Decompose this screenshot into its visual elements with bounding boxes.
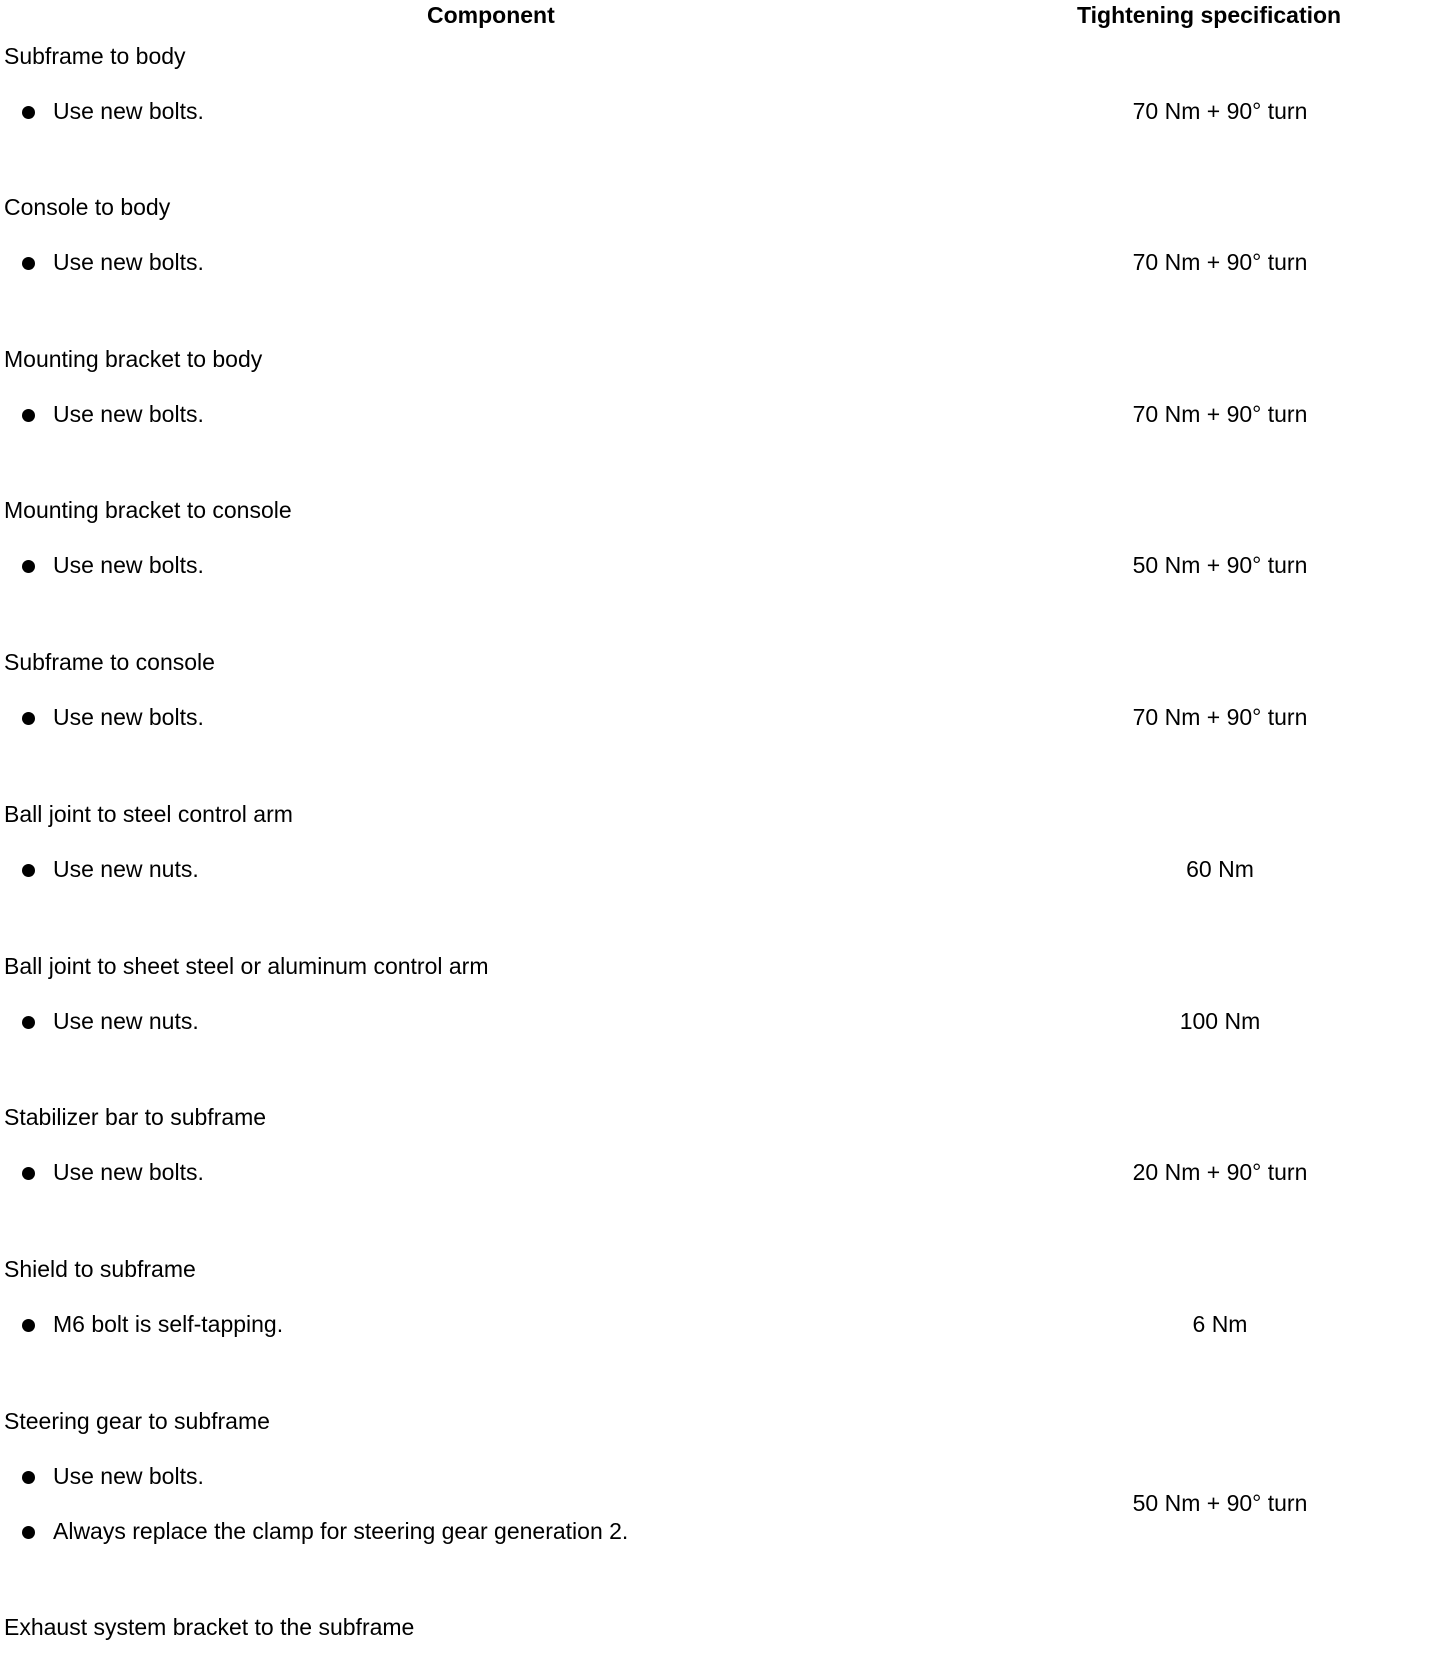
torque-value: 70 Nm + 90° turn [1132, 704, 1308, 730]
component-title: Shield to subframe [4, 1256, 196, 1282]
torque-value: 70 Nm + 90° turn [1132, 401, 1308, 427]
component-title: Subframe to body [4, 43, 186, 69]
column-header-component: Component [427, 2, 555, 28]
note-text: M6 bolt is self-tapping. [53, 1311, 284, 1337]
bullet-icon [22, 1471, 35, 1484]
bullet-icon [22, 257, 35, 270]
note-text: Use new bolts. [53, 249, 204, 275]
note-text: Use new bolts. [53, 552, 204, 578]
component-title: Mounting bracket to console [4, 497, 292, 523]
bullet-icon [22, 712, 35, 725]
bullet-icon [22, 1167, 35, 1180]
component-title: Subframe to console [4, 649, 215, 675]
bullet-icon [22, 106, 35, 119]
note-text: Use new bolts. [53, 1159, 204, 1185]
torque-value: 70 Nm + 90° turn [1132, 249, 1308, 275]
component-title: Console to body [4, 194, 171, 220]
torque-value: 50 Nm + 90° turn [1132, 552, 1308, 578]
note-text: Use new bolts. [53, 401, 204, 427]
note-text: Use new nuts. [53, 1008, 199, 1034]
note-text: Use new bolts. [53, 1463, 204, 1489]
note-text: Always replace the clamp for steering gear generation 2. [53, 1518, 629, 1544]
component-title: Ball joint to sheet steel or aluminum control arm [4, 953, 489, 979]
torque-value: 70 Nm + 90° turn [1132, 98, 1308, 124]
component-title: Mounting bracket to body [4, 346, 263, 372]
note-text: Use new bolts. [53, 704, 204, 730]
component-title: Steering gear to subframe [4, 1408, 270, 1434]
torque-value: 60 Nm [1186, 856, 1254, 882]
torque-value: 6 Nm [1192, 1311, 1248, 1337]
bullet-icon [22, 409, 35, 422]
column-header-tightening-specification: Tightening specification [1077, 2, 1342, 28]
bullet-icon [22, 560, 35, 573]
bullet-icon [22, 1319, 35, 1332]
bullet-icon [22, 1526, 35, 1539]
torque-value: 100 Nm [1179, 1008, 1261, 1034]
note-text: Use new nuts. [53, 856, 199, 882]
bullet-icon [22, 1016, 35, 1029]
component-title: Exhaust system bracket to the subframe [4, 1614, 415, 1640]
torque-value: 20 Nm + 90° turn [1132, 1159, 1308, 1185]
bullet-icon [22, 864, 35, 877]
component-title: Stabilizer bar to subframe [4, 1104, 267, 1130]
component-title: Ball joint to steel control arm [4, 801, 293, 827]
torque-value: 50 Nm + 90° turn [1132, 1490, 1308, 1516]
note-text: Use new bolts. [53, 98, 204, 124]
